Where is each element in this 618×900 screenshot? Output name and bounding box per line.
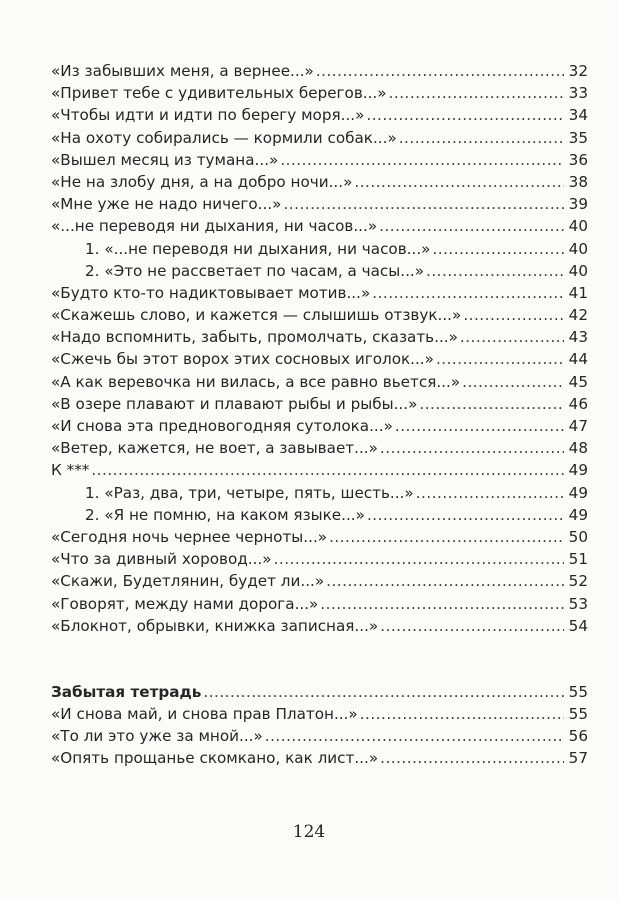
toc-entry-page: 53	[568, 594, 588, 613]
toc-entry	[51, 725, 588, 747]
toc-leader-dots	[329, 526, 564, 548]
toc-leader-dots	[419, 393, 564, 415]
toc-entry	[51, 60, 588, 82]
toc-leader-dots	[436, 348, 564, 370]
toc-entry-title: «Мне уже не надо ничего...»	[51, 195, 282, 214]
toc-leader-dots	[366, 104, 564, 126]
toc-entry-title: «...не переводя ни дыхания, ни часов...»	[51, 217, 378, 236]
toc-leader-dots	[354, 171, 564, 193]
toc-leader-dots	[283, 193, 564, 215]
toc-entry-title: «Не на злобу дня, а на добро ночи...»	[51, 172, 353, 191]
toc-entry	[51, 459, 588, 481]
toc-entry-title: «Скажешь слово, и кажется — слышишь отзвук...»	[51, 306, 462, 325]
toc-entry-page: 50	[568, 527, 588, 546]
toc-leader-dots	[460, 326, 564, 348]
toc-section-title: Забытая тетрадь	[51, 682, 202, 701]
toc-entry	[51, 127, 588, 149]
toc-entry	[51, 526, 588, 548]
toc-leader-dots	[380, 747, 564, 769]
toc-entry-page: 49	[568, 505, 588, 524]
toc-entry-title: «В озере плавают и плавают рыбы и рыбы...»	[51, 394, 418, 413]
toc-entry-page: 42	[568, 306, 588, 325]
toc-leader-dots	[203, 681, 564, 703]
toc-entry	[51, 193, 588, 215]
toc-entry-title: «Чтобы идти и идти по берегу моря...»	[51, 106, 365, 125]
toc-entry-page: 57	[568, 749, 588, 768]
toc-entry-title: «Говорят, между нами дорога...»	[51, 594, 319, 613]
toc-entry-page: 52	[568, 572, 588, 591]
toc-entry-page: 40	[568, 217, 588, 236]
toc-leader-dots	[379, 215, 564, 237]
toc-leader-dots	[320, 593, 564, 615]
toc-entry-page: 40	[568, 261, 588, 280]
toc-entry-title: «Привет тебе с удивительных берегов...»	[51, 84, 387, 103]
toc-entry-title: «А как веревочка ни вилась, а все равно вьется...»	[51, 372, 461, 391]
toc-entry-page: 46	[568, 394, 588, 413]
toc-entry-page: 32	[568, 62, 588, 80]
toc-leader-dots	[91, 459, 564, 481]
toc-entry-page: 48	[568, 439, 588, 458]
toc-entry-title: «Опять прощанье скомкано, как лист...»	[51, 749, 379, 768]
toc-entry-page: 34	[568, 106, 588, 125]
toc-entry-title: «Ветер, кажется, не воет, а завывает...»	[51, 439, 378, 458]
toc-leader-dots	[274, 548, 564, 570]
toc-entry	[51, 171, 588, 193]
toc-entry	[51, 215, 588, 237]
toc-entry	[51, 371, 588, 393]
toc-entry	[51, 393, 588, 415]
toc-entry-title: «Вышел месяц из тумана...»	[51, 150, 279, 169]
toc-leader-dots	[399, 127, 564, 149]
toc-leader-dots	[426, 260, 564, 282]
toc-entry-title: «И снова май, и снова прав Платон...»	[51, 705, 358, 724]
toc-leader-dots	[316, 60, 564, 82]
toc-leader-dots	[367, 504, 564, 526]
toc-entry-page: 51	[568, 550, 588, 569]
toc-entry-page: 44	[568, 350, 588, 369]
toc-entry	[51, 615, 588, 637]
toc-entry-page: 55	[568, 705, 588, 724]
toc-entry	[51, 149, 588, 171]
toc-leader-dots	[380, 615, 564, 637]
toc-entry-title: «То ли это уже за мной...»	[51, 727, 263, 746]
toc-entry-title: 2. «Это не рассветает по часам, а часы...»	[85, 261, 425, 280]
toc-entry-title: «Сжечь бы этот ворох этих сосновых иголок...»	[51, 350, 434, 369]
toc-entry-title: 1. «Раз, два, три, четыре, пять, шесть...»	[85, 483, 414, 502]
section-gap	[51, 637, 588, 681]
toc-leader-dots	[395, 415, 564, 437]
toc-entry-title: 2. «Я не помню, на каком языке...»	[85, 505, 365, 524]
toc-entry	[51, 437, 588, 459]
toc-leader-dots	[389, 82, 564, 104]
toc-entry	[51, 82, 588, 104]
toc-entry-title: «Что за дивный хоровод...»	[51, 550, 272, 569]
toc-leader-dots	[432, 238, 564, 260]
toc-entry	[51, 703, 588, 725]
toc-entry-page: 43	[568, 328, 588, 347]
toc-leader-dots	[280, 149, 564, 171]
toc-entry-page: 49	[568, 483, 588, 502]
toc-entry-title: «На охоту собирались — кормили собак...»	[51, 128, 397, 147]
page-number: 124	[292, 822, 326, 842]
toc-entry-page: 54	[568, 616, 588, 635]
toc-entry	[51, 747, 588, 769]
toc-entry-title: «Сегодня ночь чернее черноты...»	[51, 527, 328, 546]
toc-entry-title: «Блокнот, обрывки, книжка записная...»	[51, 616, 379, 635]
toc-leader-dots	[265, 725, 564, 747]
toc-entry-page: 35	[568, 128, 588, 147]
toc-entry	[51, 282, 588, 304]
toc-entry-page: 33	[568, 84, 588, 103]
toc-entry	[51, 104, 588, 126]
toc-entry-title: «Из забывших меня, а вернее...»	[51, 62, 314, 80]
toc-entry-title: «Скажи, Будетлянин, будет ли...»	[51, 572, 325, 591]
toc-leader-dots	[326, 570, 564, 592]
toc-entry	[51, 304, 588, 326]
toc-entry-title: «И снова эта предновогодняя сутолока...»	[51, 417, 393, 435]
toc-leader-dots	[463, 304, 564, 326]
toc-leader-dots	[372, 282, 564, 304]
toc-entry-title: «Будто кто-то надиктовывает мотив...»	[51, 283, 371, 302]
toc-entry-page: 47	[568, 417, 588, 435]
table-of-contents	[51, 60, 588, 770]
toc-subentry	[51, 504, 588, 526]
toc-entry	[51, 570, 588, 592]
toc-entry-title: 1. «...не переводя ни дыхания, ни часов...»	[85, 239, 431, 258]
toc-entry-page: 38	[568, 172, 588, 191]
toc-subentry	[51, 238, 588, 260]
toc-subentry	[51, 482, 588, 504]
toc-entry	[51, 415, 588, 437]
toc-entry-page: 41	[568, 283, 588, 302]
toc-leader-dots	[380, 437, 564, 459]
toc-entry-page: 40	[568, 239, 588, 258]
toc-entry	[51, 326, 588, 348]
toc-section-page: 55	[568, 682, 588, 701]
toc-subentry	[51, 260, 588, 282]
toc-leader-dots	[360, 703, 564, 725]
toc-entry-page: 36	[568, 150, 588, 169]
toc-entry-title: «Надо вспомнить, забыть, промолчать, сказать...»	[51, 328, 458, 347]
toc-entry-title: К ***	[51, 461, 90, 480]
toc-entry-page: 45	[568, 372, 588, 391]
toc-entry-page: 56	[568, 727, 588, 746]
toc-entry	[51, 548, 588, 570]
toc-section-heading	[51, 681, 588, 703]
toc-entry-page: 39	[568, 195, 588, 214]
toc-entry-page: 49	[568, 461, 588, 480]
toc-leader-dots	[462, 371, 564, 393]
toc-entry	[51, 348, 588, 370]
toc-leader-dots	[416, 482, 564, 504]
toc-entry	[51, 593, 588, 615]
